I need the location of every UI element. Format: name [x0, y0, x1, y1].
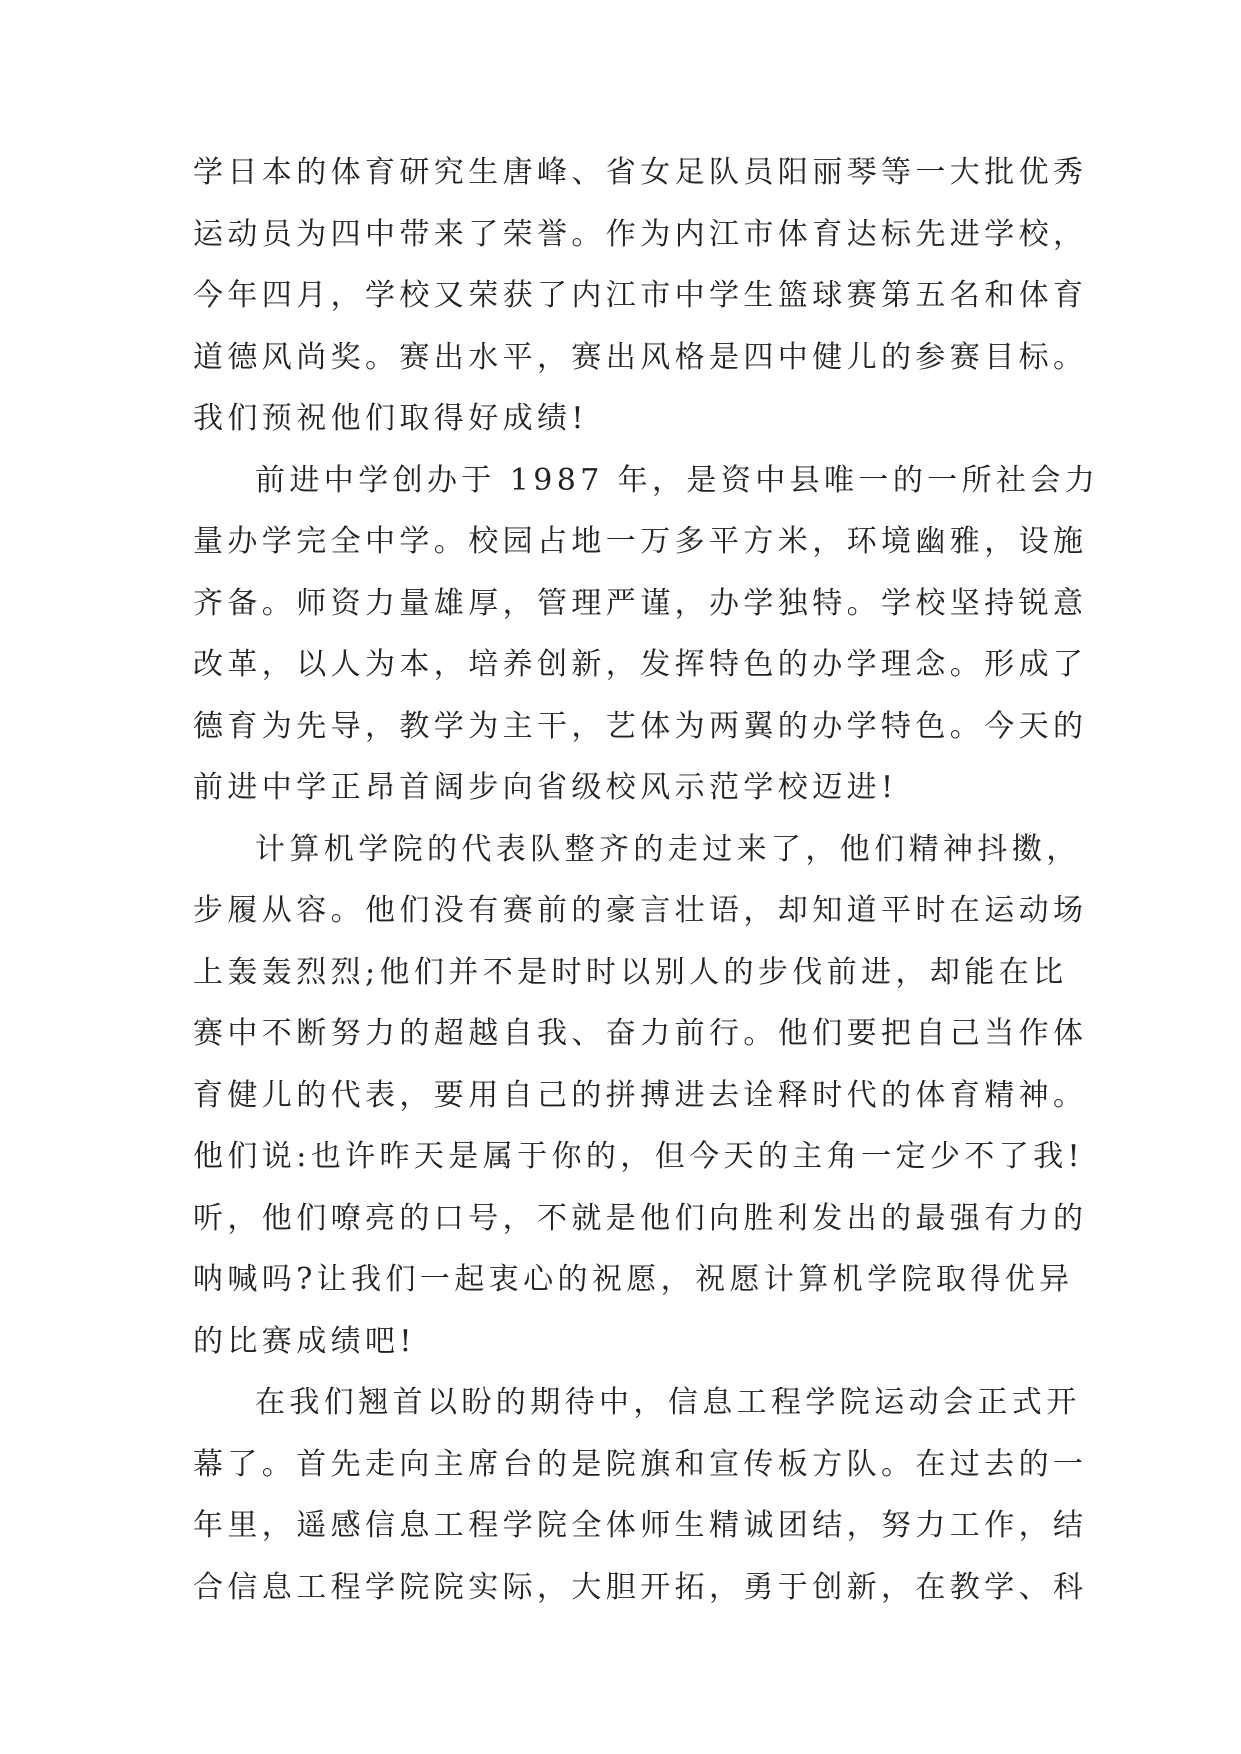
- text-line: 步履从容。他们没有赛前的豪言壮语，却知道平时在运动场: [193, 893, 1088, 928]
- text-line: 计算机学院的代表队整齐的走过来了，他们精神抖擞，: [255, 831, 1081, 867]
- paragraph-1: [193, 142, 1088, 450]
- text-line: 前进中学创办于 1987 年，是资中县唯一的一所社会力: [255, 462, 1100, 498]
- text-line: 运动员为四中带来了荣誉。作为内江市体育达标先进学校，: [193, 216, 1088, 252]
- text-line: 听，他们嘹亮的口号，不就是他们向胜利发出的最强有力的: [193, 1200, 1088, 1236]
- paragraph-4: [193, 1372, 1088, 1618]
- text-line: 赛中不断努力的超越自我、奋力前行。他们要把自己当作体: [193, 1016, 1088, 1051]
- text-line: 上轰轰烈烈;他们并不是时时以别人的步伐前进，却能在比: [193, 954, 1068, 990]
- text-line: 今年四月，学校又荣获了内江市中学生篮球赛第五名和体育: [193, 278, 1088, 313]
- text-line: 齐备。师资力量雄厚，管理严谨，办学独特。学校坚持锐意: [193, 585, 1088, 621]
- text-line: 在我们翘首以盼的期待中，信息工程学院运动会正式开: [255, 1385, 1081, 1420]
- text-line: 合信息工程学院院实际，大胆开拓，勇于创新，在教学、科: [193, 1569, 1088, 1605]
- text-line: 年里，遥感信息工程学院全体师生精诚团结，努力工作，结: [193, 1508, 1088, 1543]
- text-line: 学日本的体育研究生唐峰、省女足队员阳丽琴等一大批优秀: [193, 155, 1088, 190]
- text-line: 我们预祝他们取得好成绩!: [193, 401, 588, 436]
- text-line: 幕了。首先走向主席台的是院旗和宣传板方队。在过去的一: [193, 1446, 1088, 1482]
- text-line: 前进中学正昂首阔步向省级校风示范学校迈进!: [193, 770, 898, 805]
- text-line: 量办学完全中学。校园占地一万多平方米，环境幽雅，设施: [193, 524, 1088, 559]
- text-line: 他们说:也许昨天是属于你的，但今天的主角一定少不了我!: [193, 1139, 1084, 1174]
- text-line: 道德风尚奖。赛出水平，赛出风格是四中健儿的参赛目标。: [193, 339, 1088, 375]
- text-line: 育健儿的代表，要用自己的拼搏进去诠释时代的体育精神。: [193, 1077, 1088, 1113]
- text-line: 的比赛成绩吧!: [193, 1323, 416, 1359]
- text-line: 呐喊吗?让我们一起衷心的祝愿，祝愿计算机学院取得优异: [193, 1262, 1074, 1297]
- text-line: 德育为先导，教学为主干，艺体为两翼的办学特色。今天的: [193, 708, 1088, 744]
- body-text: [193, 142, 1100, 1618]
- text-line: 改革，以人为本，培养创新，发挥特色的办学理念。形成了: [193, 647, 1088, 682]
- paragraph-3: [193, 819, 1088, 1373]
- paragraph-2: [193, 450, 1100, 819]
